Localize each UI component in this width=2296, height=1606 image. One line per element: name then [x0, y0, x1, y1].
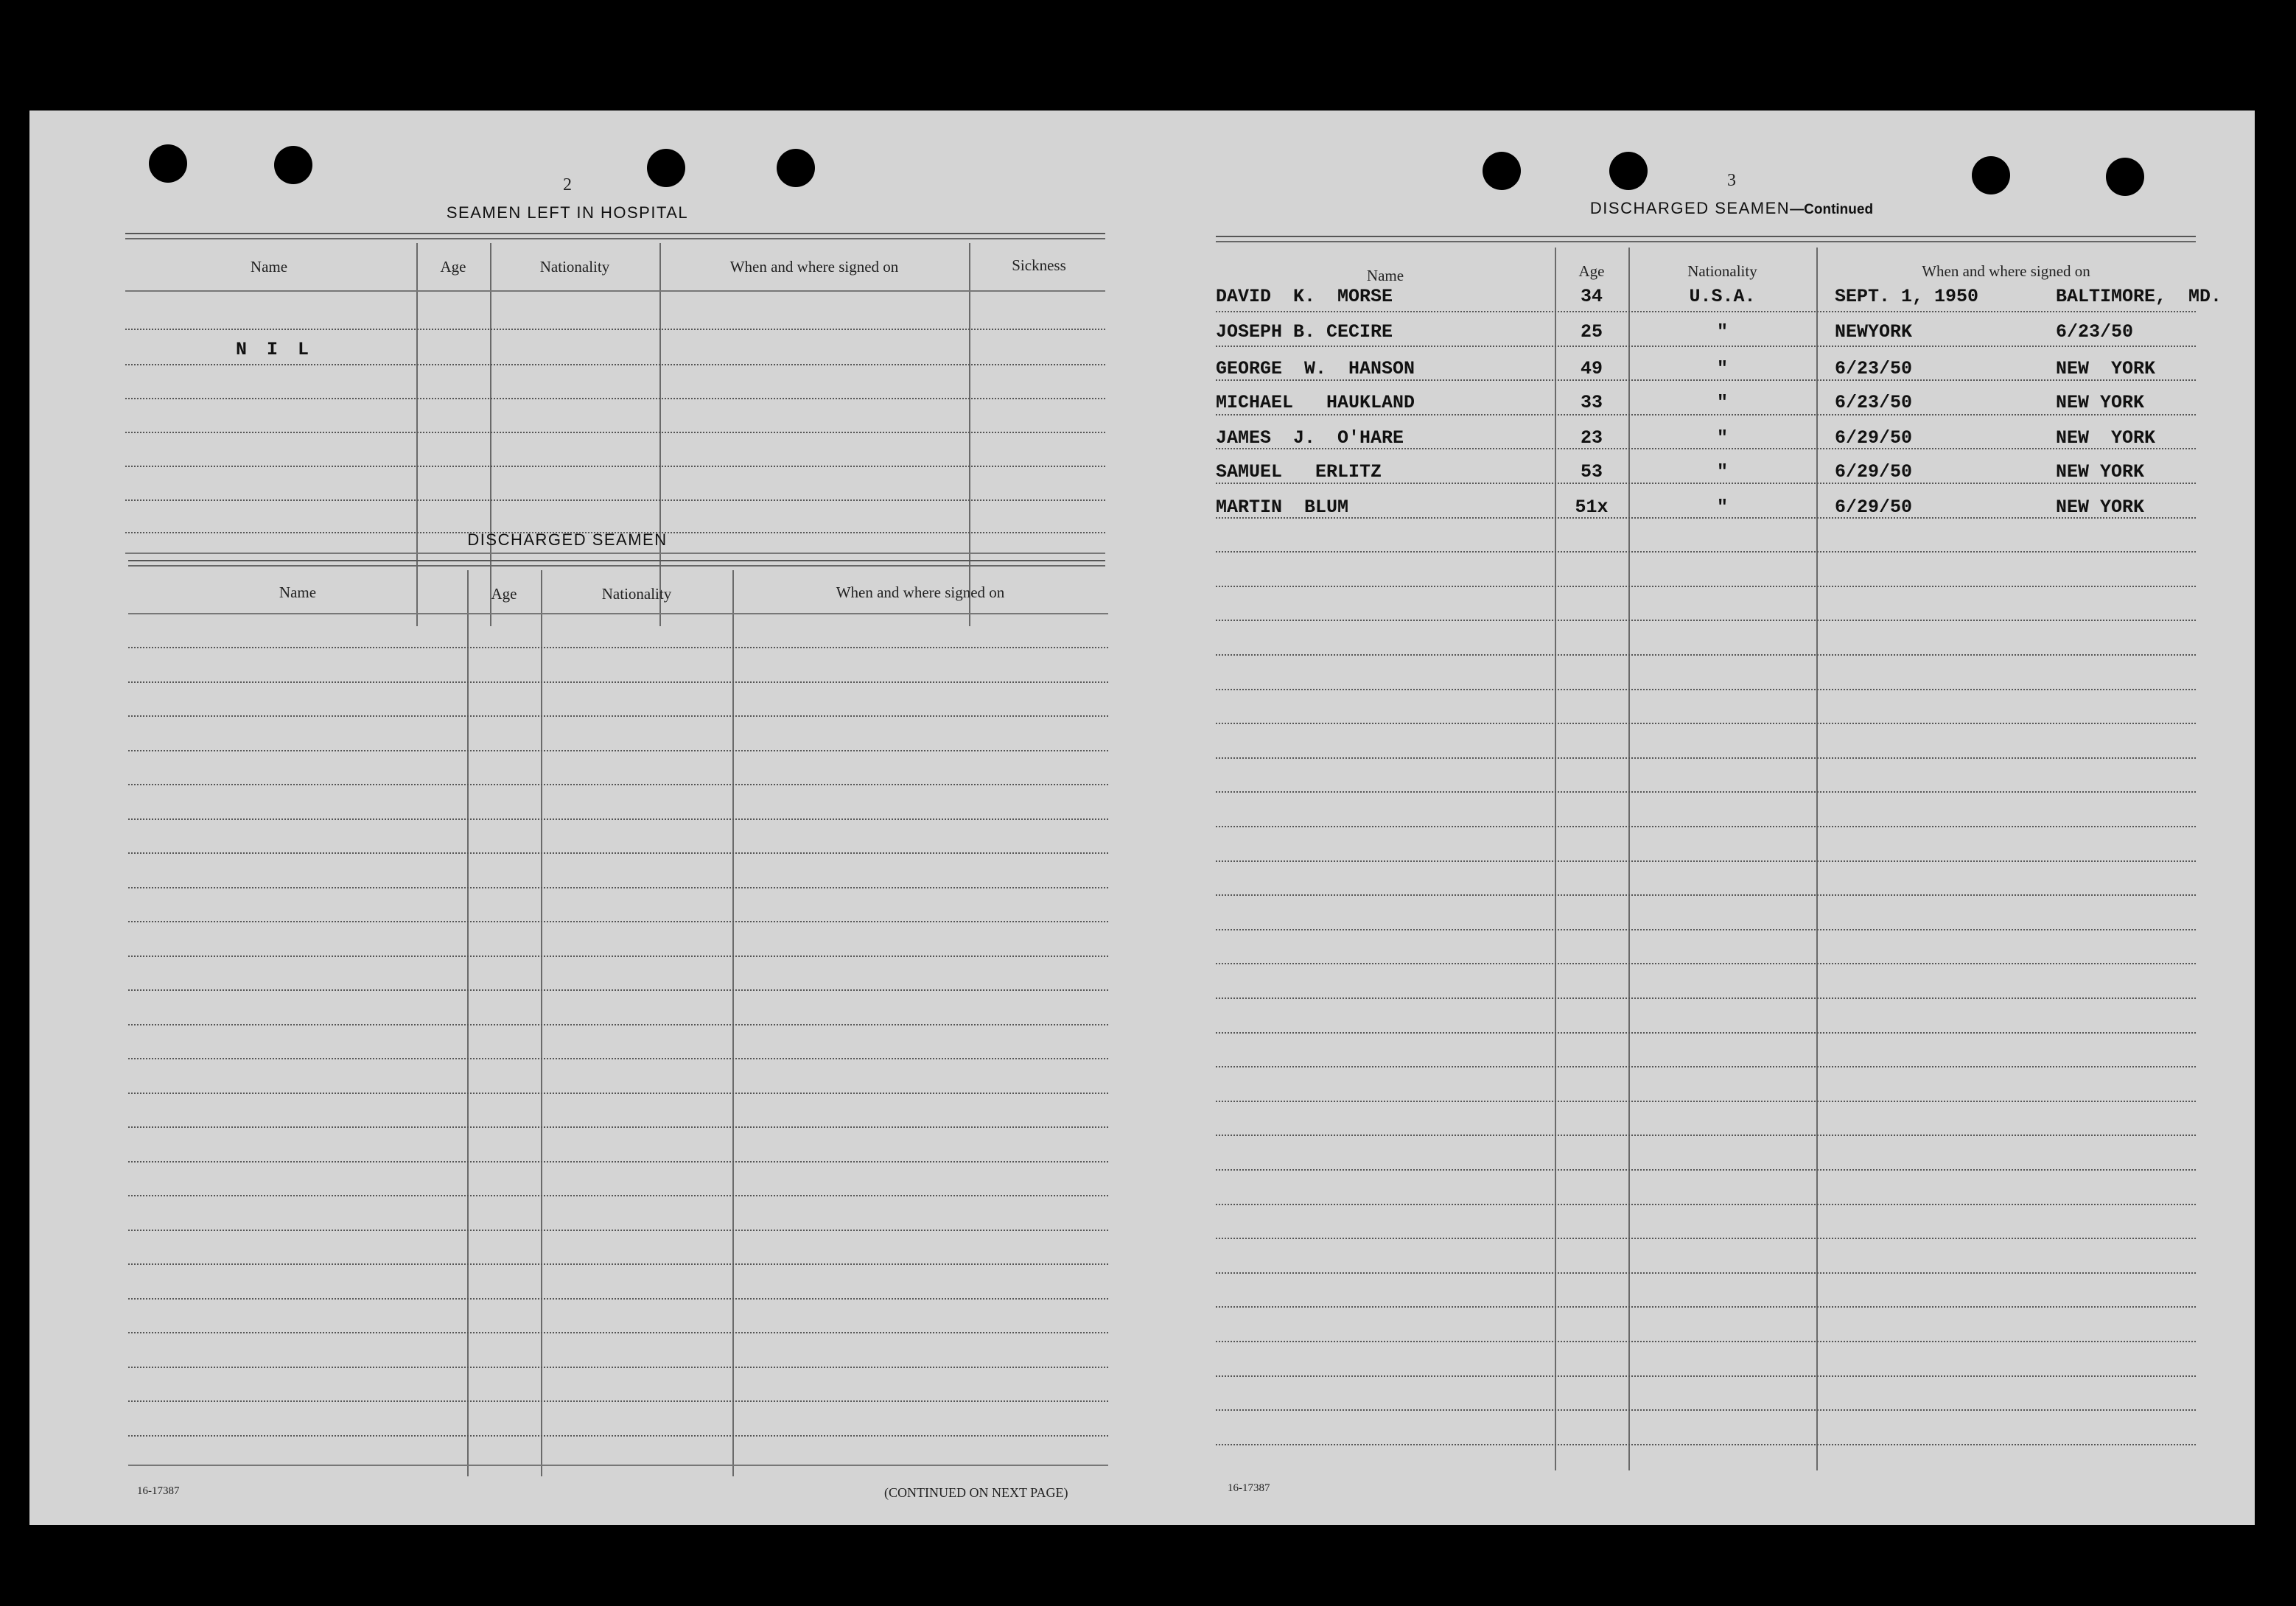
- seaman-nationality: U.S.A.: [1689, 286, 1756, 307]
- signed-on-place: NEW YORK: [2056, 358, 2156, 379]
- form-number: 16-17387: [137, 1485, 180, 1497]
- divider: [1216, 236, 2196, 237]
- seaman-name: JOSEPH B. CECIRE: [1216, 321, 1393, 343]
- table-row: [1216, 791, 2196, 793]
- seaman-age: 34: [1580, 286, 1603, 307]
- signed-on-place: NEW YORK: [2056, 427, 2156, 449]
- table-row: [128, 1367, 1108, 1368]
- seaman-age: 51x: [1575, 497, 1609, 518]
- col-header-signed-on: When and where signed on: [836, 583, 1005, 601]
- column-rule: [490, 243, 491, 626]
- table-row: [125, 466, 1105, 467]
- table-row: [128, 1298, 1108, 1300]
- divider: [125, 233, 1105, 234]
- seaman-name: GEORGE W. HANSON: [1216, 358, 1415, 379]
- bottom-rule: [128, 1465, 1108, 1466]
- right-page: [1216, 111, 2233, 1525]
- table-row: [1216, 1032, 2196, 1034]
- table-row: [1216, 1306, 2196, 1308]
- table-row: [1216, 1135, 2196, 1136]
- seaman-age: 33: [1580, 392, 1603, 413]
- seaman-nationality: ": [1716, 358, 1728, 379]
- table-row: [1216, 929, 2196, 930]
- table-row: [128, 681, 1108, 683]
- table-row: [128, 1435, 1108, 1437]
- table-row: [128, 1263, 1108, 1265]
- col-header-signed-on: When and where signed on: [1922, 262, 2090, 280]
- table-row: [128, 1058, 1108, 1059]
- page-number: 2: [563, 175, 572, 194]
- table-row: [1216, 723, 2196, 724]
- column-rule: [1555, 248, 1556, 1470]
- signed-on-place: BALTIMORE, MD.: [2056, 286, 2222, 307]
- table-row: [128, 1230, 1108, 1231]
- form-number: 16-17387: [1228, 1482, 1270, 1494]
- table-row: [128, 715, 1108, 717]
- seaman-name: DAVID K. MORSE: [1216, 286, 1393, 307]
- col-header-name: Name: [279, 583, 317, 601]
- col-header-signed-on: When and where signed on: [729, 258, 899, 276]
- table-row: [128, 989, 1108, 991]
- seaman-name: JAMES J. O'HARE: [1216, 427, 1404, 449]
- table-row: [1216, 1204, 2196, 1205]
- signed-on-date: 6/23/50: [1835, 392, 1913, 413]
- hospital-entry-nil: N I L: [236, 339, 314, 360]
- table-row: [1216, 1066, 2196, 1067]
- seaman-age: 23: [1580, 427, 1603, 449]
- table-row: [125, 432, 1105, 433]
- column-rule: [1816, 248, 1818, 1470]
- signed-on-place: NEW YORK: [2056, 461, 2145, 483]
- table-row: [128, 852, 1108, 854]
- table-row: [1216, 620, 2196, 621]
- discharged-title: DISCHARGED SEAMEN: [467, 530, 668, 549]
- column-rule: [416, 243, 418, 626]
- table-row: [1216, 860, 2196, 862]
- header-rule: [128, 613, 1108, 614]
- column-rule: [732, 570, 734, 1476]
- table-row: [128, 647, 1108, 648]
- col-header-name: Name: [250, 258, 288, 276]
- seaman-nationality: ": [1716, 321, 1728, 343]
- table-row: [128, 784, 1108, 785]
- seaman-age: 53: [1580, 461, 1603, 483]
- col-header-age: Age: [491, 585, 517, 603]
- col-header-nationality: Nationality: [539, 258, 610, 276]
- signed-on-date: 6/29/50: [1835, 497, 1913, 518]
- table-row: [1216, 1375, 2196, 1377]
- seaman-nationality: ": [1716, 392, 1728, 413]
- table-row: [1216, 1169, 2196, 1171]
- table-row: [1216, 311, 2196, 312]
- signed-on-place: NEW YORK: [2056, 392, 2145, 413]
- table-row: [125, 398, 1105, 399]
- table-row: [128, 1332, 1108, 1333]
- table-row: [1216, 586, 2196, 587]
- continued-note: (CONTINUED ON NEXT PAGE): [884, 1485, 1068, 1500]
- table-row: [128, 1126, 1108, 1128]
- table-row: [1216, 757, 2196, 759]
- discharged-table-left: [128, 570, 1108, 1476]
- table-row: [128, 921, 1108, 922]
- signed-on-date: 6/23/50: [1835, 358, 1913, 379]
- seaman-name: SAMUEL ERLITZ: [1216, 461, 1382, 483]
- hospital-title: SEAMEN LEFT IN HOSPITAL: [446, 203, 689, 222]
- column-rule: [541, 570, 542, 1476]
- signed-on-place: NEW YORK: [2056, 497, 2145, 518]
- signed-on-date: SEPT. 1, 1950: [1835, 286, 1979, 307]
- table-row: [125, 329, 1105, 330]
- col-header-sickness: Sickness: [1012, 256, 1066, 274]
- header-rule: [125, 290, 1105, 292]
- left-page: [96, 111, 1113, 1525]
- column-rule: [467, 570, 469, 1476]
- table-row: [1216, 1101, 2196, 1102]
- column-rule: [1628, 248, 1630, 1470]
- table-row: [128, 818, 1108, 820]
- table-row: [1216, 1238, 2196, 1239]
- col-header-name: Name: [1366, 267, 1404, 284]
- table-row: [1216, 379, 2196, 381]
- table-row: [128, 955, 1108, 957]
- seaman-nationality: ": [1716, 461, 1728, 483]
- table-row: [128, 887, 1108, 888]
- table-row: [1216, 414, 2196, 415]
- table-row: [1216, 1272, 2196, 1274]
- table-row: [1216, 551, 2196, 553]
- table-row: [125, 553, 1105, 554]
- table-row: [1216, 963, 2196, 964]
- signed-on-date: NEWYORK: [1835, 321, 1913, 343]
- page-number: 3: [1727, 171, 1736, 190]
- hospital-table: [125, 243, 1105, 626]
- table-row: [128, 1161, 1108, 1163]
- col-header-nationality: Nationality: [1687, 262, 1757, 280]
- register-sheet: [29, 111, 2255, 1525]
- table-row: [1216, 346, 2196, 347]
- seaman-nationality: ": [1716, 427, 1728, 449]
- table-row: [128, 750, 1108, 751]
- table-row: [1216, 689, 2196, 690]
- table-row: [128, 1400, 1108, 1402]
- title-text: DISCHARGED SEAMEN: [1589, 199, 1791, 217]
- table-row: [1216, 483, 2196, 484]
- table-row: [1216, 1409, 2196, 1411]
- seaman-age: 49: [1580, 358, 1603, 379]
- seaman-name: MARTIN BLUM: [1216, 497, 1349, 518]
- signed-on-date: 6/29/50: [1835, 427, 1913, 449]
- col-header-nationality: Nationality: [601, 585, 672, 603]
- discharged-continued-title: [1437, 199, 2026, 218]
- divider: [128, 560, 1105, 561]
- seaman-age: 25: [1580, 321, 1603, 343]
- signed-on-place: 6/23/50: [2056, 321, 2134, 343]
- table-row: [128, 1024, 1108, 1025]
- table-row: [1216, 826, 2196, 827]
- col-header-age: Age: [440, 258, 466, 276]
- seaman-name: MICHAEL HAUKLAND: [1216, 392, 1415, 413]
- table-row: [1216, 997, 2196, 999]
- table-row: [128, 1093, 1108, 1094]
- table-row: [1216, 654, 2196, 656]
- col-header-age: Age: [1578, 262, 1605, 280]
- table-row: [128, 1195, 1108, 1196]
- seaman-nationality: ": [1716, 497, 1728, 518]
- column-rule: [969, 243, 970, 626]
- table-row: [1216, 894, 2196, 896]
- discharged-table-right: [1216, 248, 2222, 1470]
- table-row: [125, 499, 1105, 501]
- column-rule: [659, 243, 661, 626]
- title-suffix: —Continued: [1790, 202, 1874, 217]
- table-row: [1216, 1341, 2196, 1342]
- table-row: [125, 364, 1105, 365]
- signed-on-date: 6/29/50: [1835, 461, 1913, 483]
- table-row: [1216, 1444, 2196, 1445]
